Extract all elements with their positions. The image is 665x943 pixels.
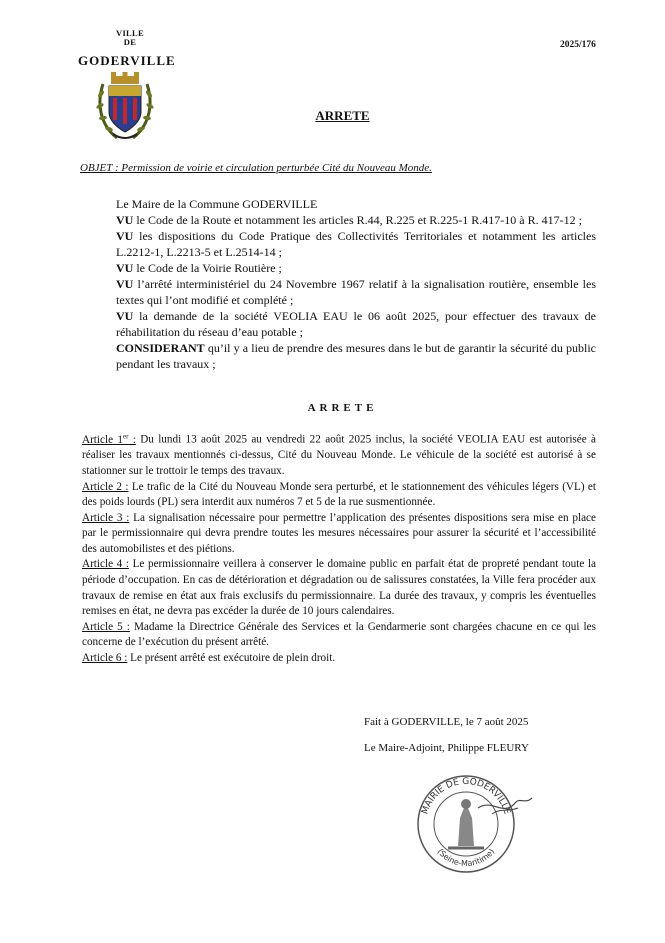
article bbox=[82, 429, 596, 480]
preamble-item bbox=[116, 212, 596, 228]
preamble-text: qu’il y a lieu de prendre des mesures dans le but de garantir la sécurité du public pendant les travaux ; bbox=[116, 341, 596, 371]
signer-name: Le Maire-Adjoint, Philippe FLEURY bbox=[364, 742, 529, 754]
stamp-top-text: MAIRIE DE GODERVILLE bbox=[420, 776, 512, 816]
preamble-lead: VU bbox=[116, 261, 134, 275]
preamble-text: le Code de la Voirie Routière ; bbox=[133, 261, 282, 275]
reference-number: 2025/176 bbox=[560, 40, 596, 50]
official-stamp-icon bbox=[408, 768, 536, 878]
article-text: Madame la Directrice Générale des Services et la Gendarmerie sont chargées chacune en ce qui les concerne de l’exécution du présent arrêté. bbox=[82, 620, 596, 649]
preamble-text: l’arrêté interministériel du 24 Novembre 1967 relatif à la signalisation routière, ensemble les textes qui l’ont modifié et complété ; bbox=[116, 277, 596, 307]
preamble-lead: VU bbox=[116, 213, 134, 227]
preamble-item bbox=[116, 228, 596, 260]
preamble-text: les dispositions du Code Pratique des Collectivités Territoriales et notamment les articles L.2212-1, L.2213-5 et L.2514-14 ; bbox=[116, 229, 596, 259]
preamble-lead: VU bbox=[116, 309, 134, 323]
article-text: Le présent arrêté est exécutoire de plein droit. bbox=[127, 652, 336, 665]
article-label: Article 6 : bbox=[82, 652, 128, 665]
de-label: DE bbox=[123, 37, 137, 47]
article-label: Article 3 : bbox=[82, 511, 130, 524]
town-name: GODERVILLE bbox=[78, 53, 176, 68]
article bbox=[82, 511, 596, 558]
preamble bbox=[116, 196, 596, 372]
place-date: Fait à GODERVILLE, le 7 août 2025 bbox=[364, 716, 529, 728]
article-text: Le trafic de la Cité du Nouveau Monde sera perturbé, et le stationnement des véhicules légers (VL) et des poids lourds (PL) sera interdit aux numéros 7 et 5 de la rue susmentionnée. bbox=[82, 480, 596, 509]
document-title: ARRETE bbox=[315, 108, 370, 123]
article-label: Article 5 : bbox=[82, 620, 130, 633]
article-label: Article 2 : bbox=[82, 480, 129, 493]
article-text: Le permissionnaire veillera à conserver le domaine public en parfait état de propreté pendant toute la période d’occupation. En cas de détérioration et dégradation ou de salissures constatées, la Ville fera procéder aux travaux de remise en état aux frais exclusifs du permissionnaire. La durée des travaux, y compris les éventuelles remises en état, ne devra pas excéder la durée de 10 jours calendaires. bbox=[82, 558, 596, 618]
preamble-text: le Code de la Route et notamment les articles R.44, R.225 et R.225-1 R.417-10 à R. 417-12 ; bbox=[133, 213, 582, 227]
article bbox=[82, 557, 596, 619]
preamble-intro: Le Maire de la Commune GODERVILLE bbox=[116, 197, 318, 211]
articles bbox=[82, 429, 596, 667]
town-label bbox=[90, 29, 170, 47]
preamble-lead: CONSIDERANT bbox=[116, 341, 205, 355]
preamble-item bbox=[116, 260, 596, 276]
stamp-bottom-text: (Seine-Maritime) bbox=[435, 847, 497, 869]
preamble-item bbox=[116, 276, 596, 308]
preamble-text: la demande de la société VEOLIA EAU le 06 août 2025, pour effectuer des travaux de réhabilitation du réseau d’eau potable ; bbox=[116, 309, 596, 339]
article bbox=[82, 651, 596, 667]
article bbox=[82, 620, 596, 651]
arrete-heading: ARRETE bbox=[307, 402, 378, 414]
preamble-lead: VU bbox=[116, 229, 134, 243]
article-text: Du lundi 13 août 2025 au vendredi 22 août 2025 inclus, la société VEOLIA EAU est autorisée à réaliser les travaux mentionnés ci-dessus, Cité du Nouveau Monde. Le véhicule de la société est autorisé à se stationner sur le trottoir le temps des travaux. bbox=[82, 433, 597, 477]
object-line: OBJET : Permission de voirie et circulation perturbée Cité du Nouveau Monde. bbox=[80, 162, 432, 174]
preamble-item bbox=[116, 308, 596, 340]
preamble-item bbox=[116, 340, 596, 372]
article-text: La signalisation nécessaire pour permettre l’application des présentes dispositions sera mise en place par le permissionnaire qui devra prendre toutes les mesures nécessaires pour assurer la sécurité et l’accessibilité des automobilistes et des piétions. bbox=[82, 511, 596, 555]
article bbox=[82, 480, 596, 511]
preamble-lead: VU bbox=[116, 277, 134, 291]
ville-label: VILLE bbox=[116, 28, 144, 38]
article-label: Article 4 : bbox=[82, 558, 129, 571]
article-label: Article 1er : bbox=[82, 432, 136, 446]
